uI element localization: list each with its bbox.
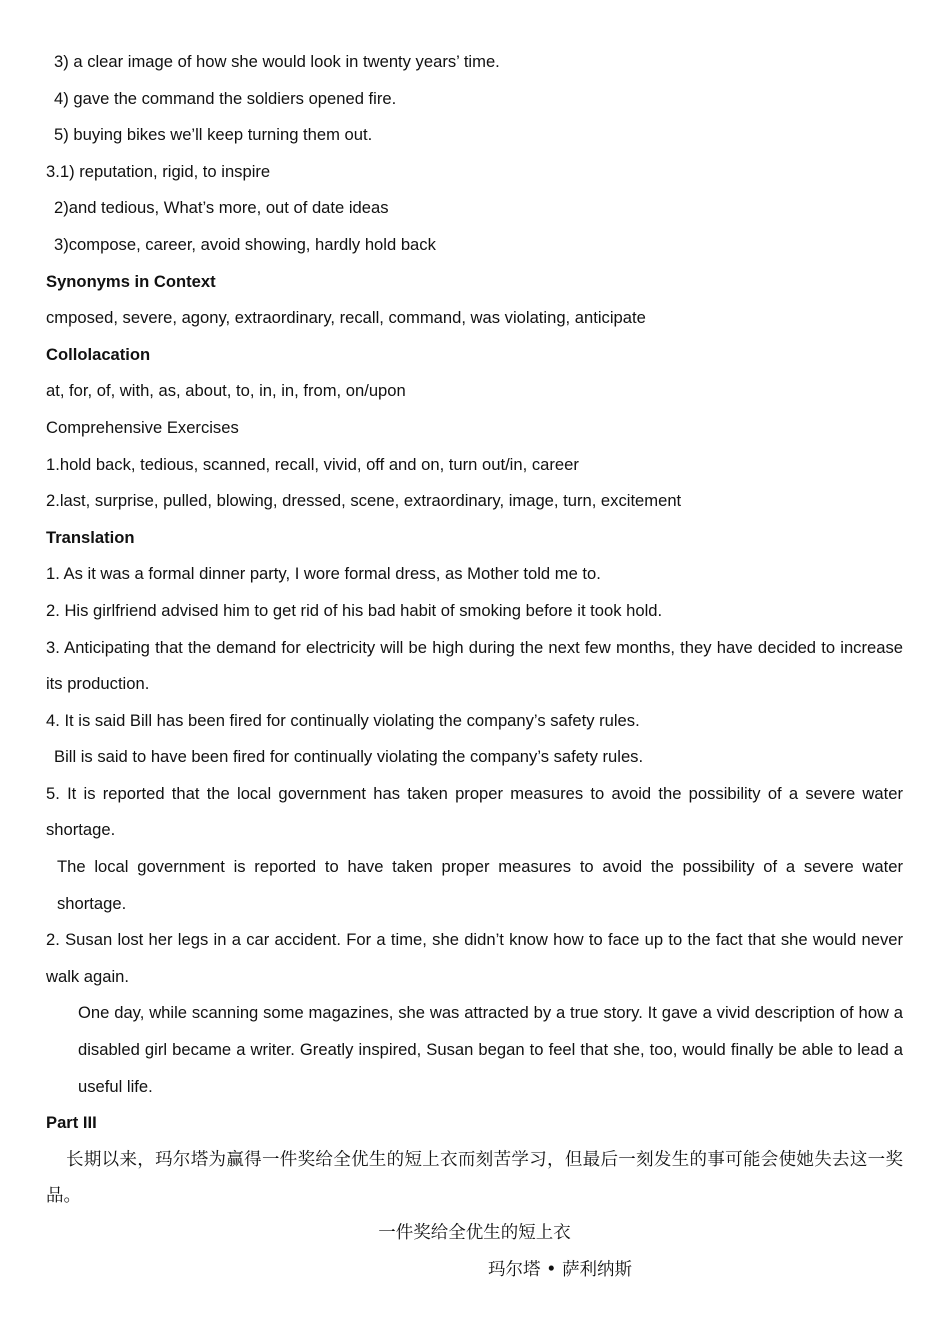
- comprehensive-item-2: 2.last, surprise, pulled, blowing, dressed, scene, extraordinary, image, turn, excitement: [46, 491, 682, 511]
- answer-line-3: 3) a clear image of how she would look in twenty years’ time.: [54, 52, 500, 71]
- answer-line-4: 4) gave the command the soldiers opened fire.: [54, 88, 397, 108]
- exercise3-line-1: 3.1) reputation, rigid, to inspire: [46, 161, 271, 181]
- collocation-heading: Collolacation: [46, 344, 151, 364]
- exercise3-line-3: 3)compose, career, avoid showing, hardly hold back: [54, 234, 436, 254]
- part3-title: 一件奖给全优生的短上衣: [378, 1223, 571, 1243]
- translation-sentence-4a: 4. It is said Bill has been fired for continually violating the company’s safety rules.: [46, 710, 640, 730]
- synonyms-heading: Synonyms in Context: [46, 271, 216, 291]
- comprehensive-item-1: 1.hold back, tedious, scanned, recall, vivid, off and on, turn out/in, career: [46, 454, 579, 474]
- synonyms-answer: cmposed, severe, agony, extraordinary, recall, command, was violating, anticipate: [46, 308, 646, 328]
- translation-sentence-5a: 5. It is reported that the local government has taken proper measures to avoid the possibility of a severe water shortage.: [46, 783, 903, 840]
- part3-intro: 长期以来，玛尔塔为赢得一件奖给全优生的短上衣而刻苦学习，但最后一刻发生的事可能会使她失去这一奖品。: [46, 1149, 903, 1207]
- collocation-answer: at, for, of, with, as, about, to, in, in, from, on/upon: [46, 381, 406, 401]
- part3-heading: Part III: [46, 1113, 97, 1133]
- translation-sentence-5b: The local government is reported to have taken proper measures to avoid the possibility of a severe water shortage.: [57, 857, 903, 913]
- answer-line-5: 5) buying bikes we’ll keep turning them out.: [54, 125, 373, 145]
- comprehensive-heading: Comprehensive Exercises: [46, 417, 239, 437]
- part3-author: 玛尔塔 • 萨利纳斯: [488, 1259, 632, 1280]
- exercise3-line-2: 2)and tedious, What’s more, out of date ideas: [54, 198, 389, 218]
- translation-sentence-2: 2. His girlfriend advised him to get rid of his bad habit of smoking before it took hold.: [46, 600, 663, 620]
- translation-heading: Translation: [46, 527, 135, 547]
- translation-paragraph-2b: One day, while scanning some magazines, she was attracted by a true story. It gave a vivid description of how a disabled girl became a writer. Greatly inspired, Susan began to feel that she, too, would finally be able to lead a useful life.: [78, 1003, 903, 1096]
- translation-sentence-1: 1. As it was a formal dinner party, I wore formal dress, as Mother told me to.: [46, 564, 601, 584]
- translation-sentence-3: 3. Anticipating that the demand for electricity will be high during the next few months, they have decided to increase its production.: [46, 637, 903, 694]
- translation-paragraph-2a: 2. Susan lost her legs in a car accident. For a time, she didn’t know how to face up to the fact that she would never walk again.: [46, 930, 903, 986]
- translation-sentence-4b: Bill is said to have been fired for continually violating the company’s safety rules.: [54, 747, 644, 767]
- document-page: [46, 44, 903, 1288]
